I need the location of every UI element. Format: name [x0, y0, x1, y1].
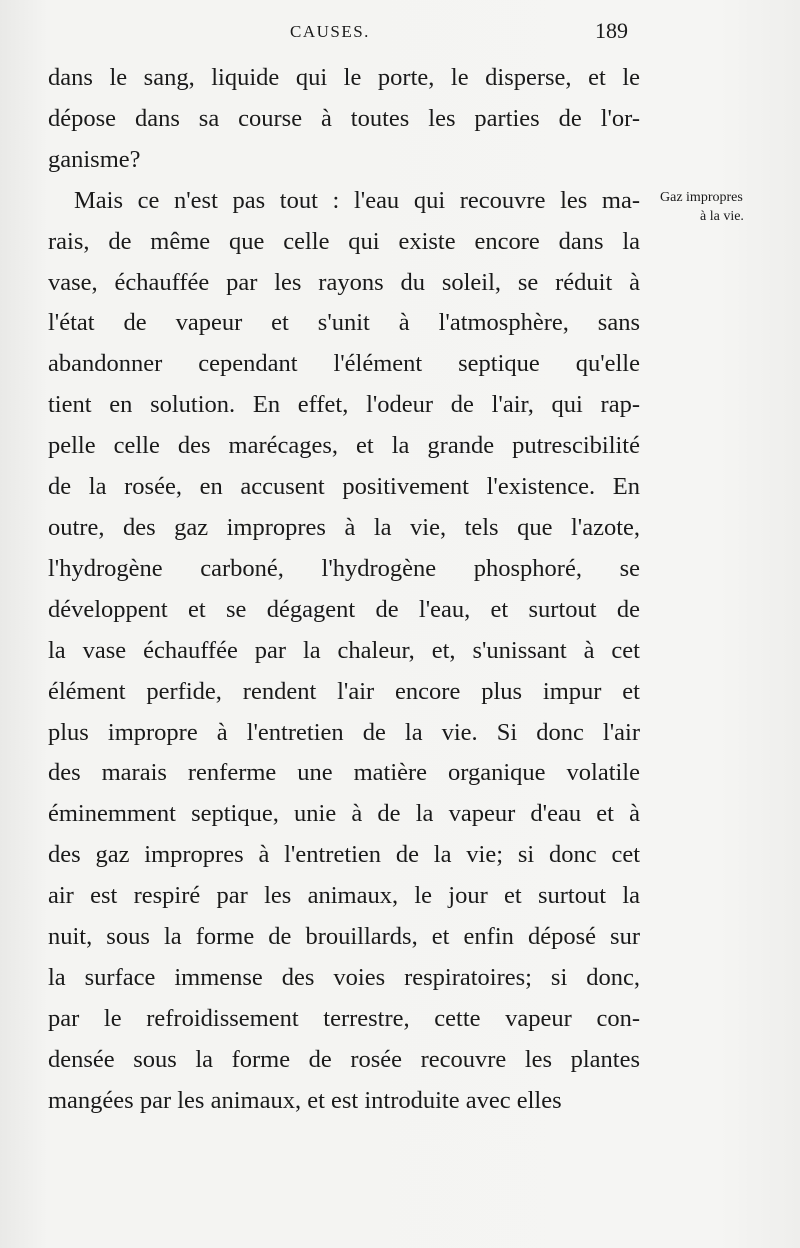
text-line: l'état de vapeur et s'unit à l'atmosphère, sans — [48, 309, 640, 337]
text-line: Mais ce n'est pas tout : l'eau qui recouvre les ma- — [74, 186, 640, 214]
text-line: éminemment septique, unie à de la vapeur d'eau et à — [48, 800, 640, 828]
text-line: par le refroidissement terrestre, cette vapeur con- — [48, 1004, 640, 1032]
text-line: élément perfide, rendent l'air encore plus impur et — [48, 677, 640, 705]
text-line: rais, de même que celle qui existe encore dans la — [48, 227, 640, 255]
margin-note-line: à la vie. — [700, 209, 744, 224]
margin-note-line: Gaz impropres — [660, 190, 743, 205]
text-line: des marais renferme une matière organique volatile — [48, 759, 640, 787]
text-line: plus impropre à l'entretien de la vie. Si donc l'air — [48, 718, 640, 746]
text-line: pelle celle des marécages, et la grande putrescibilité — [48, 432, 640, 460]
margin-note — [660, 188, 785, 226]
text-line: dans le sang, liquide qui le porte, le disperse, et le — [48, 64, 640, 91]
text-line: nuit, sous la forme de brouillards, et enfin déposé sur — [48, 923, 640, 951]
text-line: vase, échauffée par les rayons du soleil, se réduit à — [48, 268, 640, 296]
text-line: air est respiré par les animaux, le jour et surtout la — [48, 882, 640, 910]
text-line: mangées par les animaux, et est introduite avec elles — [48, 1086, 562, 1114]
text-line: la vase échauffée par la chaleur, et, s'unissant à cet — [48, 636, 640, 664]
text-line: tient en solution. En effet, l'odeur de l'air, qui rap- — [48, 391, 640, 419]
text-line: outre, des gaz impropres à la vie, tels que l'azote, — [48, 513, 640, 541]
text-line: développent et se dégagent de l'eau, et surtout de — [48, 595, 640, 623]
page-number: 189 — [595, 18, 628, 43]
body-text — [48, 58, 640, 1122]
running-head: CAUSES. — [290, 22, 370, 41]
text-line: dépose dans sa course à toutes les parties de l'or- — [48, 104, 640, 132]
text-line: des gaz impropres à l'entretien de la vie; si donc cet — [48, 841, 640, 869]
text-line: la surface immense des voies respiratoires; si donc, — [48, 963, 640, 991]
text-line: abandonner cependant l'élément septique qu'elle — [48, 350, 640, 378]
text-line: de la rosée, en accusent positivement l'existence. En — [48, 473, 640, 501]
text-line: densée sous la forme de rosée recouvre les plantes — [48, 1045, 640, 1073]
text-line: l'hydrogène carboné, l'hydrogène phosphoré, se — [48, 554, 640, 582]
text-line: ganisme? — [48, 145, 141, 173]
